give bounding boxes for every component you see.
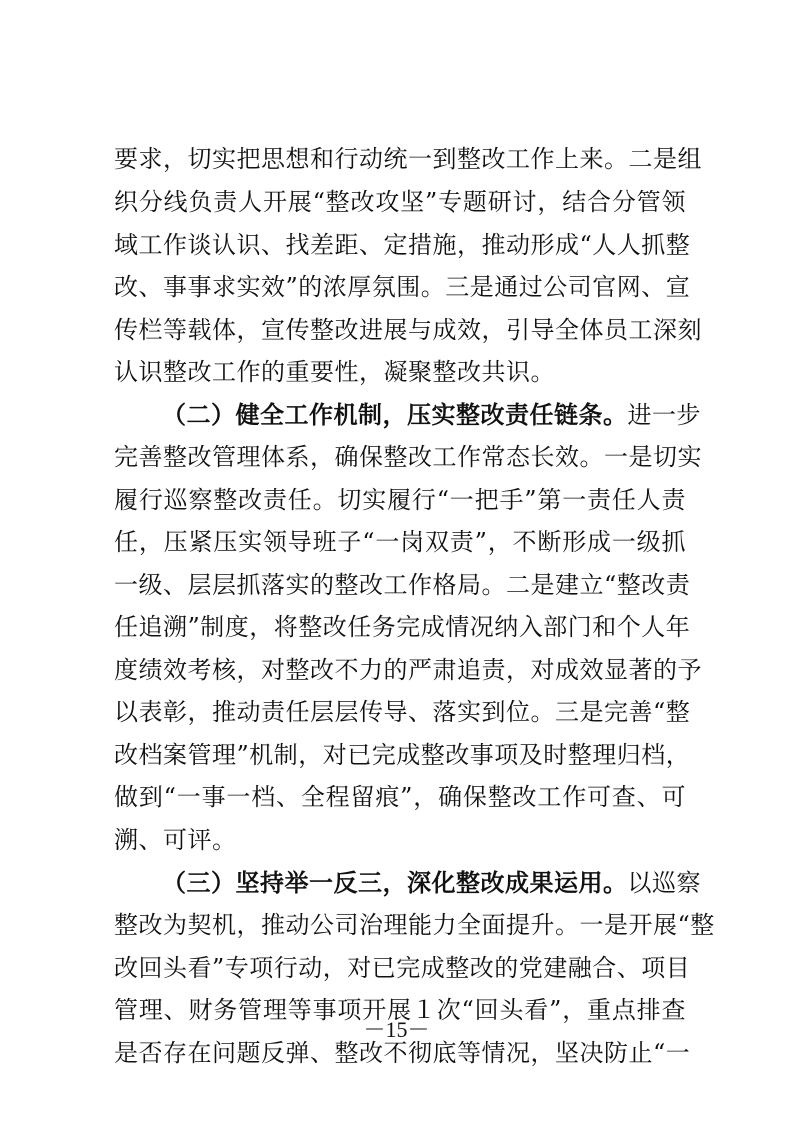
text-line: 要求，切实把思想和行动统一到整改工作上来。二是组 [114,145,702,173]
section-heading-line [162,863,701,903]
text-line: 任追溯”制度，将整改任务完成情况纳入部门和个人年 [114,613,691,641]
text-line: 认识整改工作的重要性，凝聚整改共识。 [114,358,555,386]
text-line: 管理、财务管理等事项开展１次“回头看”，重点排查 [114,996,686,1024]
text-line: 域工作谈认识、找差距、定措施，推动形成“人人抓整 [114,231,691,259]
text-line: 完善整改管理体系，确保整改工作常态长效。一是切实 [114,443,702,471]
text-line: 度绩效考核，对整改不力的严肃追责，对成效显著的予 [114,656,702,684]
text-line: 以表彰，推动责任层层传导、落实到位。三是完善“整 [114,698,691,726]
section-heading: （三）坚持举一反三，深化整改成果运用。 [162,869,628,897]
text-line: 是否存在问题反弹、整改不彻底等情况，坚决防止“一 [114,1039,691,1067]
text-line: 履行巡察整改责任。切实履行“一把手”第一责任人责 [114,486,686,514]
text-line: 做到“一事一档、全程留痕”，确保整改工作可查、可 [114,783,686,811]
text-line: 改、事事求实效”的浓厚氛围。三是通过公司官网、宣 [114,273,691,301]
text-line: 改回头看”专项行动，对已完成整改的党建融合、项目 [114,954,691,982]
section-text: 以巡察 [627,869,701,897]
page-number: －15－ [363,1017,430,1042]
section-heading-line [162,395,701,435]
text-line: 整改为契机，推动公司治理能力全面提升。一是开展“整 [114,911,715,939]
section-heading: （二）健全工作机制，压实整改责任链条。 [162,401,628,429]
text-line: 织分线负责人开展“整改攻坚”专题研讨，结合分管领 [114,188,686,216]
text-line: 改档案管理”机制，对已完成整改事项及时整理归档， [114,741,691,769]
text-line: 任，压紧压实领导班子“一岗双责”，不断形成一级抓 [114,528,686,556]
text-line: 传栏等载体，宣传整改进展与成效，引导全体员工深刻 [114,316,702,344]
section-text: 进一步 [627,401,701,429]
text-line: 溯、可评。 [114,826,237,854]
text-line: 一级、层层抓落实的整改工作格局。二是建立“整改责 [114,571,691,599]
